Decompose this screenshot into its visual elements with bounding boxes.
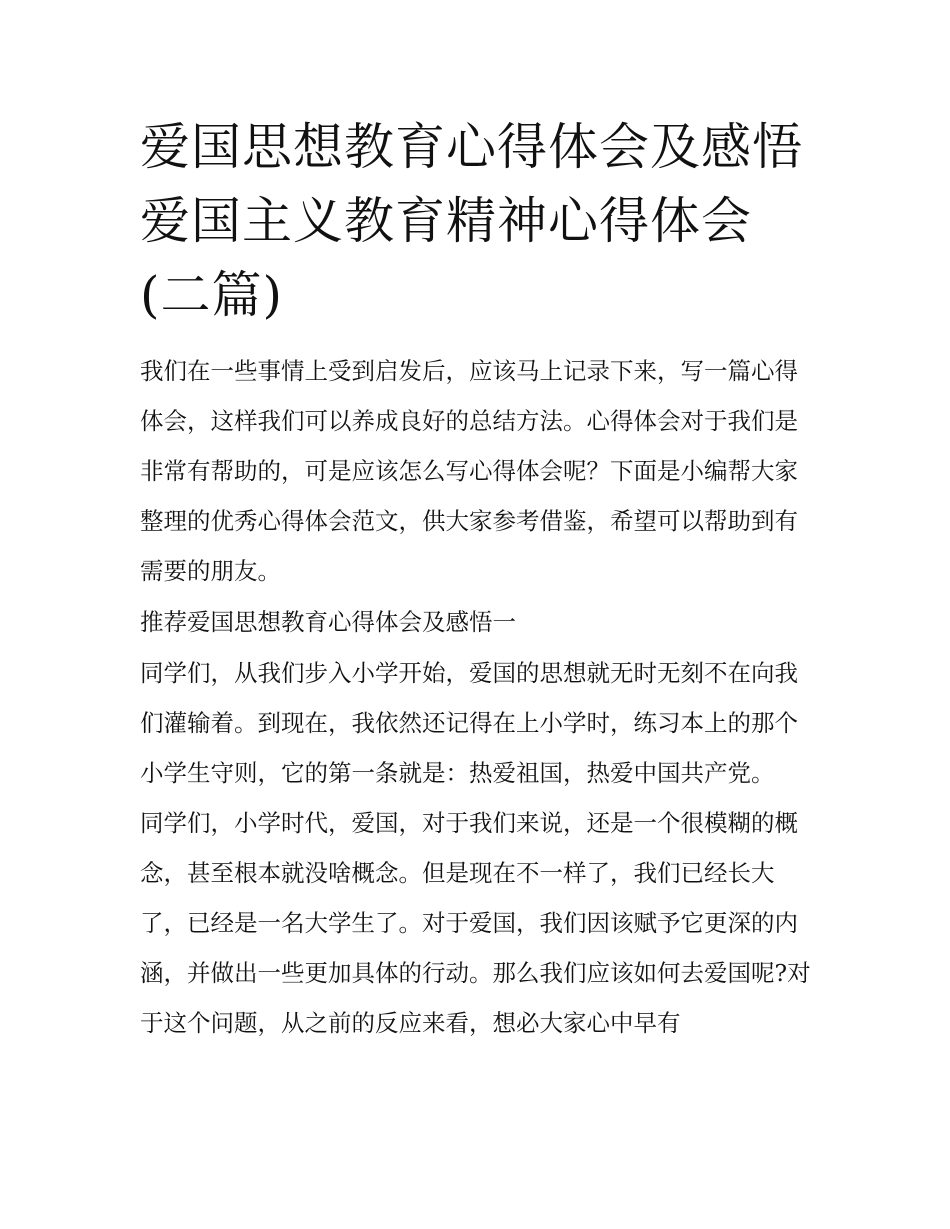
document-page: [140, 110, 820, 1048]
section-heading: 推荐爱国思想教育心得体会及感悟一: [140, 608, 516, 636]
body-paragraph: 同学们，小学时代，爱国，对于我们来说，还是一个很模糊的概念，甚至根本就没啥概念。但是现在不一样了，我们已经长大了，已经是一名大学生了。对于爱国，我们因该赋予它更深的内涵，并做出一些更加具体的行动。那么我们应该如何去爱国呢?对于这个问题，从之前的反应来看，想必大家心中早有: [140, 809, 811, 1037]
document-title: 爱国思想教育心得体会及感悟爱国主义教育精神心得体会(二篇): [140, 118, 803, 324]
body-paragraph: 同学们，从我们步入小学开始，爱国的思想就无时无刻不在向我们灌输着。到现在，我依然还记得在上小学时，练习本上的那个小学生守则，它的第一条就是：热爱祖国，热爱中国共产党。: [140, 659, 798, 787]
intro-paragraph: 我们在一些事情上受到启发后，应该马上记录下来，写一篇心得体会，这样我们可以养成良好的总结方法。心得体会对于我们是非常有帮助的，可是应该怎么写心得体会呢？下面是小编帮大家整理的优秀心得体会范文，供大家参考借鉴，希望可以帮助到有需要的朋友。: [140, 357, 798, 585]
